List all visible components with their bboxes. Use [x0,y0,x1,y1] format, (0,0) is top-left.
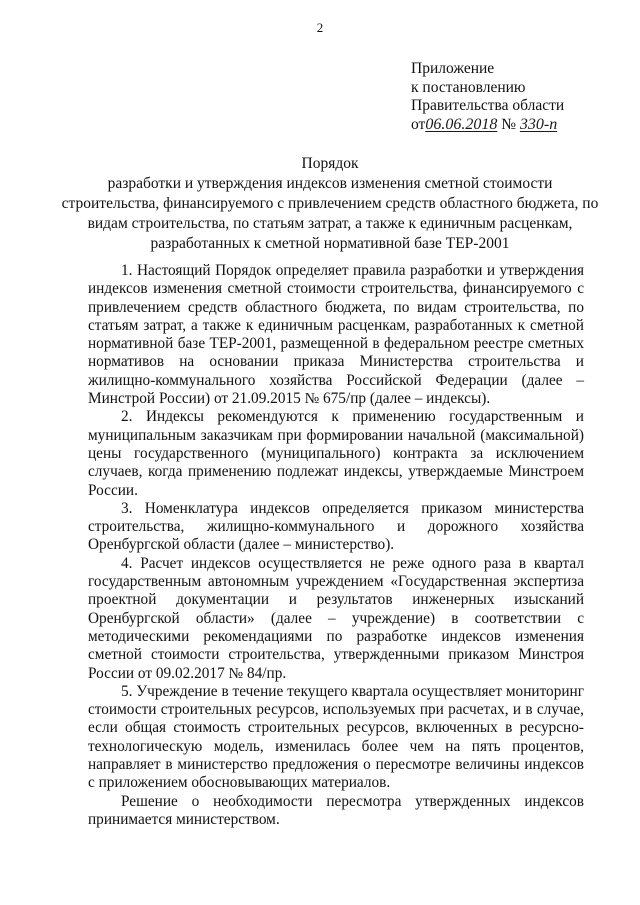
title-subtitle: разработки и утверждения индексов изменения сметной стоимости строительства, финансируемого с привлечением средств областного бюджета, по видам строительства, по статьям затрат, а также к единичным расценкам, разработанных к сметной нормативной базе ТЕР-2001 [61,175,599,252]
number-prefix: № [501,115,516,133]
document-title [60,154,600,254]
title-heading: Порядок [301,155,359,172]
paragraph-4: 4. Расчет индексов осуществляется не реже одного раза в квартал государственным автономным учреждением «Государственная экспертиза проектной документации и результатов инженерных изысканий Оренбургской области» (далее – учреждение) в соответствии с методическими рекомендациями по разработке индексов изменения сметной стоимости строительства, утвержденными приказом Минстроя России от 09.02.2017 № 84/пр. [88,554,584,682]
paragraph-2: 2. Индексы рекомендуются к применению государственным и муниципальным заказчикам при формировании начальной (максимальной) цены государственного (муниципального) контракта за исключением случаев, когда применению подлежат индексы, утверждаемые Минстроем России. [88,408,584,499]
paragraph-5: 5. Учреждение в течение текущего квартала осуществляет мониторинг стоимости строительных ресурсов, используемых при расчетах, и в случае, если общая стоимость строительных ресурсов, включенных в ресурсно-технологическую модель, изменилась более чем на пять процентов, направляет в министерство предложения о пересмотре величины индексов с приложением обосновывающих материалов. [88,682,584,792]
appendix-line-1: Приложение [411,60,495,77]
document-body [88,262,584,829]
appendix-date-line [411,116,564,135]
appendix-line-3: Правительства области [411,97,565,114]
page-number: 2 [316,20,324,35]
date-prefix: от [411,115,426,133]
paragraph-1: 1. Настоящий Порядок определяет правила разработки и утверждения индексов изменения сметной стоимости строительства, финансируемого с привлечением средств областного бюджета, по видам строительства, по статьям затрат, а также к единичным расценкам, разработанных к сметной нормативной базе ТЕР-2001, размещенной в федеральном реестре сметных нормативов на основании приказа Министерства строительства и жилищно-коммунального хозяйства Российской Федерации (далее – Минстрой России) от 21.09.2015 № 675/пр (далее – индексы). [88,262,584,408]
appendix-line-2: к постановлению [411,78,526,96]
handwritten-date: 06.06.2018 [425,115,498,133]
paragraph-3: 3. Номенклатура индексов определяется приказом министерства строительства, жилищно-коммунального и дорожного хозяйства Оренбургской области (далее – министерство). [88,499,584,554]
paragraph-6: Решение о необходимости пересмотра утвержденных индексов принимается министерством. [88,792,584,828]
handwritten-number: 330-п [519,115,558,133]
appendix-block [411,60,564,134]
